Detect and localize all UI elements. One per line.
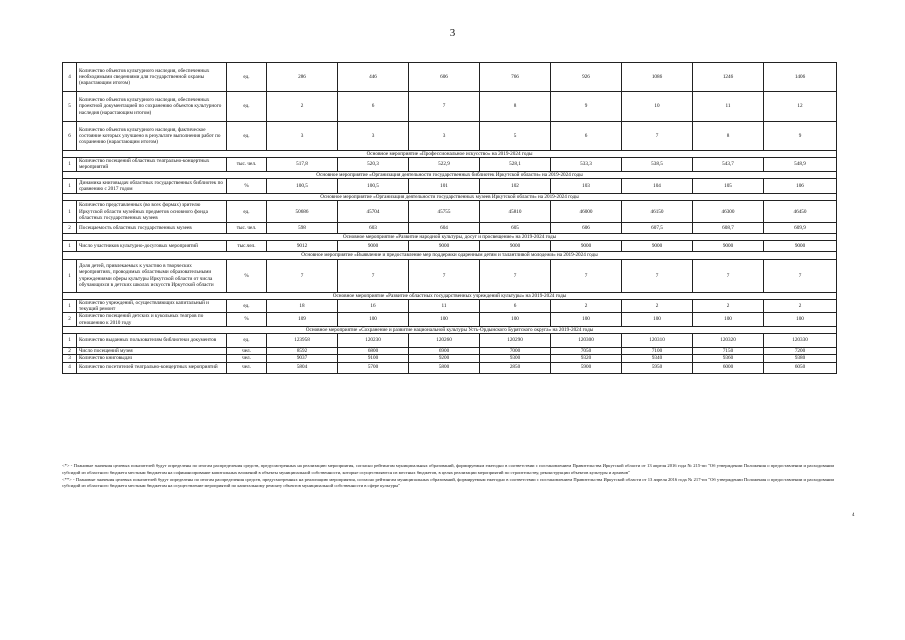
value-cell: 5804	[267, 362, 338, 373]
value-cell: 446	[338, 63, 409, 92]
table-row	[63, 355, 837, 362]
value-cell: 9	[551, 92, 622, 122]
value-cell: 286	[267, 63, 338, 92]
table-row	[63, 362, 837, 373]
table-row	[63, 201, 837, 223]
value-cell: 2850	[480, 362, 551, 373]
value-cell: 46300	[693, 201, 764, 223]
value-cell: 120230	[338, 334, 409, 348]
table-row	[63, 299, 837, 312]
value-cell: 8	[480, 92, 551, 122]
value-cell: 7	[480, 259, 551, 292]
row-number: 5	[63, 92, 77, 122]
value-cell: 1086	[622, 63, 693, 92]
value-cell: 607,5	[622, 223, 693, 234]
unit: ед.	[227, 92, 267, 122]
table-row	[63, 313, 837, 326]
section-header-row	[63, 326, 837, 333]
indicators-table	[62, 62, 837, 374]
unit: тыс.чел.	[227, 241, 267, 252]
row-number: 1	[63, 259, 77, 292]
value-cell: 9000	[480, 241, 551, 252]
unit: чел.	[227, 348, 267, 355]
value-cell: 16	[338, 299, 409, 312]
value-cell: 7	[338, 259, 409, 292]
section-header-row	[63, 292, 837, 299]
row-number: 1	[63, 241, 77, 252]
row-number: 2	[63, 313, 77, 326]
value-cell: 109	[267, 313, 338, 326]
section-title: Основное мероприятие «Профессиональное искусство» на 2019-2024 годы	[63, 151, 837, 158]
value-cell: 1406	[764, 63, 837, 92]
value-cell: 9037	[267, 355, 338, 362]
table-row	[63, 348, 837, 355]
value-cell: 100	[622, 313, 693, 326]
indicator-name: Количество посетителей театрально-концертных мероприятий	[77, 362, 227, 373]
value-cell: 5950	[622, 362, 693, 373]
value-cell: 100	[480, 313, 551, 326]
value-cell: 604	[409, 223, 480, 234]
indicator-name: Количество выданных пользователям библиотеки документов	[77, 334, 227, 348]
value-cell: 106	[764, 178, 837, 193]
value-cell: 3	[409, 122, 480, 151]
value-cell: 548,9	[764, 158, 837, 171]
unit: ед.	[227, 299, 267, 312]
value-cell: 100	[551, 313, 622, 326]
row-number: 2	[63, 348, 77, 355]
value-cell: 766	[480, 63, 551, 92]
value-cell: 9300	[480, 355, 551, 362]
value-cell: 538,5	[622, 158, 693, 171]
section-title: Основное мероприятие «Выявление и предоставление мер поддержки одаренным детям и талантливой молодежи» на 2019-2024 годы	[63, 252, 837, 259]
value-cell: 517,8	[267, 158, 338, 171]
value-cell: 120260	[409, 334, 480, 348]
value-cell: 598	[267, 223, 338, 234]
row-number: 4	[63, 63, 77, 92]
value-cell: 101	[409, 178, 480, 193]
value-cell: 8	[693, 122, 764, 151]
table-row	[63, 223, 837, 234]
value-cell: 10	[622, 92, 693, 122]
value-cell: 120320	[693, 334, 764, 348]
value-cell: 9360	[693, 355, 764, 362]
page-number: 3	[449, 27, 456, 39]
value-cell: 6900	[409, 348, 480, 355]
table-row	[63, 158, 837, 171]
value-cell: 102	[480, 178, 551, 193]
indicator-name: Число участников культурно-досуговых мероприятий	[77, 241, 227, 252]
footnotes	[62, 463, 834, 491]
unit: %	[227, 178, 267, 193]
unit: %	[227, 259, 267, 292]
table-row	[63, 122, 837, 151]
value-cell: 9000	[338, 241, 409, 252]
value-cell: 2	[551, 299, 622, 312]
row-number: 1	[63, 158, 77, 171]
value-cell: 9380	[764, 355, 837, 362]
unit: ед.	[227, 63, 267, 92]
value-cell: 100	[338, 313, 409, 326]
value-cell: 522,9	[409, 158, 480, 171]
row-number: 1	[63, 299, 77, 312]
value-cell: 543,7	[693, 158, 764, 171]
value-cell: 9000	[551, 241, 622, 252]
value-cell: 120330	[764, 334, 837, 348]
value-cell: 9320	[551, 355, 622, 362]
value-cell: 606	[409, 63, 480, 92]
value-cell: 528,1	[480, 158, 551, 171]
unit: чел.	[227, 362, 267, 373]
unit: тыс. чел.	[227, 158, 267, 171]
value-cell: 7200	[764, 348, 837, 355]
value-cell: 6	[480, 299, 551, 312]
unit: %	[227, 313, 267, 326]
value-cell: 46150	[622, 201, 693, 223]
value-cell: 100,5	[338, 178, 409, 193]
value-cell: 7	[622, 122, 693, 151]
value-cell: 9100	[338, 355, 409, 362]
row-number: 4	[63, 362, 77, 373]
section-header-row	[63, 171, 837, 178]
value-cell: 104	[622, 178, 693, 193]
value-cell: 5700	[338, 362, 409, 373]
section-title: Основное мероприятие «Развитие народной культуры, досуг и просвещение» на 2019-2024 годы	[63, 234, 837, 241]
value-cell: 520,3	[338, 158, 409, 171]
value-cell: 9000	[622, 241, 693, 252]
value-cell: 2	[764, 299, 837, 312]
value-cell: 6	[338, 92, 409, 122]
unit: тыс. чел.	[227, 223, 267, 234]
unit: ед.	[227, 334, 267, 348]
row-number: 2	[63, 223, 77, 234]
value-cell: 9200	[409, 355, 480, 362]
indicator-name: Количество представленных (во всех формах) зрителю Иркутской области музейных предметов основного фонда областных государственных музеев	[77, 201, 227, 223]
footnote-1: <*> - Плановые значения целевых показателей будут определены по итогам распределения средств, предусмотренных на реализацию мероприятия, согласно рейтингам муниципальных образований, формируемым ежегодно в соответствии с постановлением Правительства Иркутской области от 13 апреля 2016 года № 215-пп "Об утверждении Положения о предоставлении и расходовании субсидий из областного бюджета местным бюджетам на софинансирование капитальных вложений в объекты муниципальной собственности, которые осуществляются из местных бюджетов, в целях реализации мероприятий по строительству, реконструкции объектов культуры и архивов"	[62, 463, 834, 475]
value-cell: 9000	[409, 241, 480, 252]
indicator-name: Количество объектов культурного наследия, обеспеченных проектной документацией по сохранению объектов культурного наследия (нарастающим итогом)	[77, 92, 227, 122]
section-header-row	[63, 252, 837, 259]
table-row	[63, 92, 837, 122]
value-cell: 6000	[693, 362, 764, 373]
table-row	[63, 241, 837, 252]
value-cell: 7	[622, 259, 693, 292]
value-cell: 9000	[764, 241, 837, 252]
value-cell: 100	[409, 313, 480, 326]
value-cell: 609,9	[764, 223, 837, 234]
value-cell: 3	[267, 122, 338, 151]
value-cell: 46450	[764, 201, 837, 223]
indicator-name: Количество книговыдач	[77, 355, 227, 362]
row-number: 6	[63, 122, 77, 151]
unit: чел.	[227, 355, 267, 362]
value-cell: 9	[764, 122, 837, 151]
section-header-row	[63, 151, 837, 158]
row-number: 1	[63, 201, 77, 223]
value-cell: 7	[409, 92, 480, 122]
value-cell: 7100	[622, 348, 693, 355]
value-cell: 2	[693, 299, 764, 312]
value-cell: 5	[480, 122, 551, 151]
value-cell: 5900	[551, 362, 622, 373]
value-cell: 7050	[551, 348, 622, 355]
value-cell: 605	[480, 223, 551, 234]
value-cell: 926	[551, 63, 622, 92]
unit: ед.	[227, 122, 267, 151]
section-title: Основное мероприятие «Организация деятельности государственных музеев Иркутской области» на 2019-2024 годы	[63, 193, 837, 200]
section-title: Основное мероприятие «Сохранение и развитие национальной культуры Усть-Ордынского Бурятского округа» на 2019-2024 годы	[63, 326, 837, 333]
section-header-row	[63, 234, 837, 241]
value-cell: 1246	[693, 63, 764, 92]
value-cell: 608,7	[693, 223, 764, 234]
value-cell: 120290	[480, 334, 551, 348]
indicator-name: Количество объектов культурного наследия, обеспеченных необходимыми сведениями для государственной охраны (нарастающим итогом)	[77, 63, 227, 92]
indicator-name: Доля детей, привлекаемых к участию в творческих мероприятиях, проводимых областными образовательными учреждениями сферы культуры Иркутской области от числа обучающихся в детских школах искусств Иркутской области	[77, 259, 227, 292]
value-cell: 603	[338, 223, 409, 234]
value-cell: 103	[551, 178, 622, 193]
value-cell: 606	[551, 223, 622, 234]
indicator-name: Посещаемость областных государственных музеев	[77, 223, 227, 234]
value-cell: 9012	[267, 241, 338, 252]
value-cell: 46000	[551, 201, 622, 223]
value-cell: 11	[693, 92, 764, 122]
section-title: Основное мероприятие «Развитие областных государственных учреждений культуры» на 2019-2024 годы	[63, 292, 837, 299]
value-cell: 3	[338, 122, 409, 151]
indicator-name: Количество объектов культурного наследия, фактическое состояние которых улучшено в результате выполнения работ по сохранению (нарастающим итогом)	[77, 122, 227, 151]
value-cell: 7000	[480, 348, 551, 355]
table-row	[63, 259, 837, 292]
indicator-name: Количество посещений детских и кукольных театров по отношению к 2010 году	[77, 313, 227, 326]
value-cell: 100,5	[267, 178, 338, 193]
value-cell: 7150	[693, 348, 764, 355]
value-cell: 120300	[551, 334, 622, 348]
value-cell: 5800	[409, 362, 480, 373]
indicator-name: Число посещений музея	[77, 348, 227, 355]
value-cell: 7	[409, 259, 480, 292]
value-cell: 533,3	[551, 158, 622, 171]
value-cell: 9340	[622, 355, 693, 362]
unit: ед.	[227, 201, 267, 223]
value-cell: 100	[693, 313, 764, 326]
value-cell: 7	[764, 259, 837, 292]
row-number: 1	[63, 334, 77, 348]
value-cell: 123958	[267, 334, 338, 348]
value-cell: 105	[693, 178, 764, 193]
table-row	[63, 63, 837, 92]
value-cell: 45755	[409, 201, 480, 223]
value-cell: 7	[551, 259, 622, 292]
table-row	[63, 334, 837, 348]
row-number: 1	[63, 178, 77, 193]
value-cell: 6800	[338, 348, 409, 355]
indicator-name: Количество посещений областных театрально-концертных мероприятий	[77, 158, 227, 171]
table-row	[63, 178, 837, 193]
section-title: Основное мероприятие «Организация деятельности государственных библиотек Иркутской области» на 2019-2024 годы	[63, 171, 837, 178]
value-cell: 2	[267, 92, 338, 122]
value-cell: 45704	[338, 201, 409, 223]
value-cell: 6	[551, 122, 622, 151]
indicator-name: Количество учреждений, осуществляющих капитальный и текущий ремонт	[77, 299, 227, 312]
row-number: 3	[63, 355, 77, 362]
value-cell: 2	[622, 299, 693, 312]
indicator-name: Динамика книговыдач областных государственных библиотек по сравнению с 2017 годом	[77, 178, 227, 193]
value-cell: 100	[764, 313, 837, 326]
value-cell: 7	[267, 259, 338, 292]
value-cell: 18	[267, 299, 338, 312]
footnote-2: <**> - Плановые значения целевых показателей будут определены по итогам распределения средств, предусмотренных на реализацию мероприятия, согласно рейтингам муниципальных образований, формируемым ежегодно в соответствии с постановлением Правительства Иркутской области от 13 апреля 2016 года № 217-пп "Об утверждении Положения о предоставлении и расходовании субсидий из областного бюджета местным бюджетам на осуществление мероприятий по капитальному ремонту объектов муниципальной собственности в сфере культуры"	[62, 476, 834, 489]
stray-mark: 4	[852, 513, 855, 518]
value-cell: 120310	[622, 334, 693, 348]
value-cell: 7	[693, 259, 764, 292]
value-cell: 8592	[267, 348, 338, 355]
value-cell: 6050	[764, 362, 837, 373]
value-cell: 12	[764, 92, 837, 122]
section-header-row	[63, 193, 837, 200]
value-cell: 11	[409, 299, 480, 312]
value-cell: 50686	[267, 201, 338, 223]
value-cell: 45810	[480, 201, 551, 223]
value-cell: 9000	[693, 241, 764, 252]
